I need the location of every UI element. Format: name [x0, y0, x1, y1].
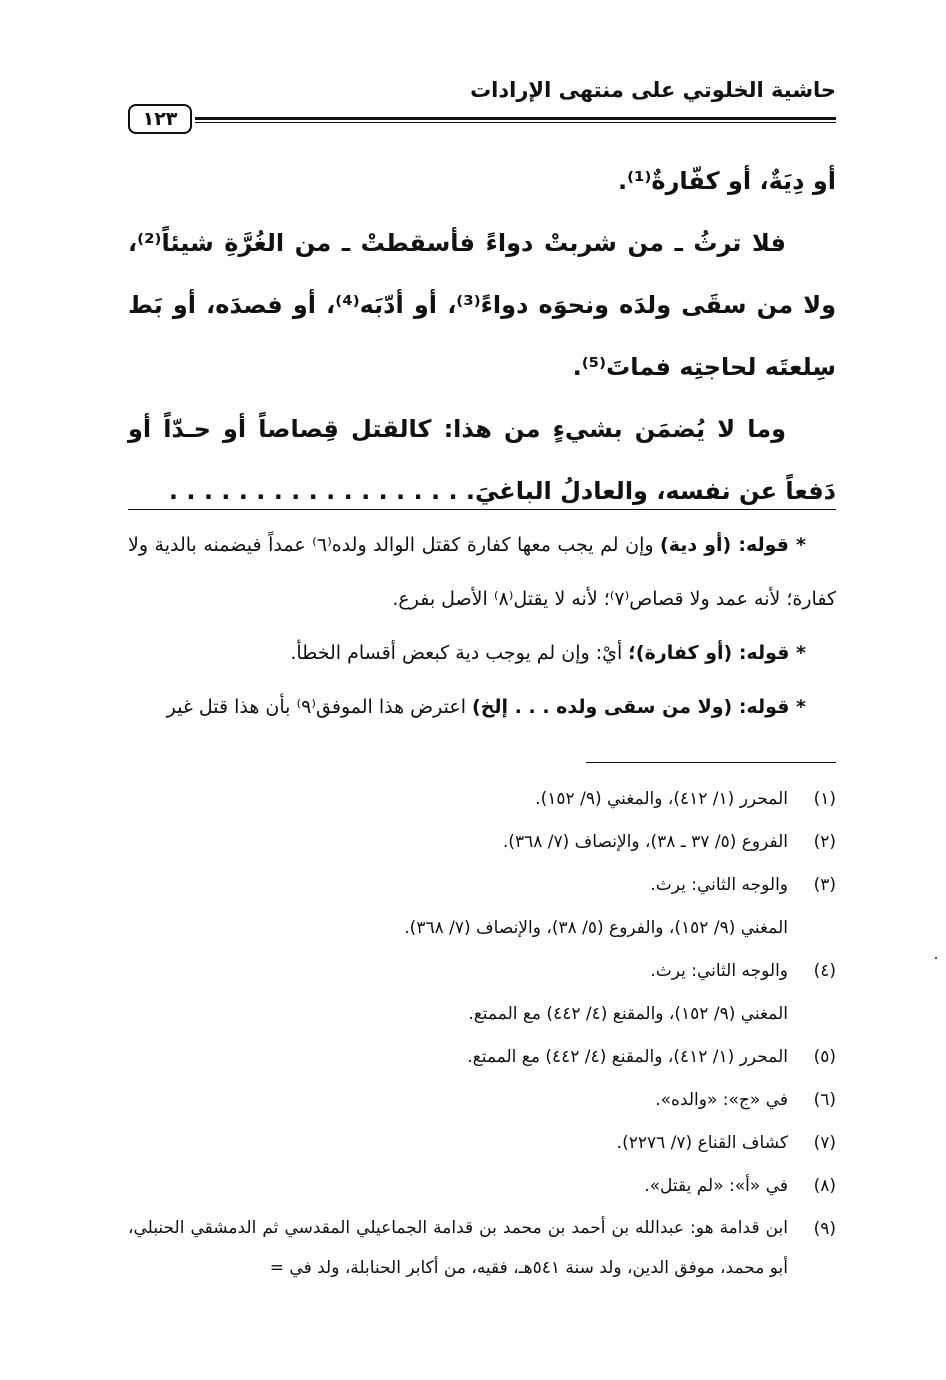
footnote-text: المحرر (١/ ٤١٢)، والمغني (٩/ ١٥٢). — [535, 789, 788, 809]
commentary-text: وإن لم يجب معها كفارة كقتل الوالد ولده⁽٦⁾ عمداً فيضمنه بالدية ولا كفارة؛ لأنه عمد ولا قصاص⁽٧⁾؛ لأنه لا يقتل⁽٨⁾ الأصل بفرع. — [128, 534, 836, 610]
footnote-number: (٤) — [813, 961, 836, 981]
commentary-lead: * قوله: (ولا من سقى ولده . . . إلخ) — [472, 696, 806, 718]
footnote-number: (٩) — [813, 1219, 836, 1239]
main-paragraph-1: أو دِيَةٌ، أو كفّارةٌ⁽¹⁾. — [617, 167, 836, 195]
footnote-text: المحرر (١/ ٤١٢)، والمقنع (٤/ ٤٤٢) مع الممتع. — [467, 1047, 788, 1067]
commentary-paragraph — [128, 680, 836, 734]
footnote — [128, 778, 836, 821]
header-rule-thin — [195, 122, 836, 123]
footnote-text: والوجه الثاني: يرث. — [650, 961, 788, 981]
footnote — [128, 950, 836, 993]
footnote — [128, 821, 836, 864]
margin-mark — [933, 955, 939, 961]
footnote — [128, 1165, 836, 1208]
header-rule — [195, 117, 836, 120]
commentary-lead: * قوله: (أو دية) — [660, 534, 806, 556]
footnote-continuation: المغني (٩/ ١٥٢)، والفروع (٥/ ٣٨)، والإنصاف (٧/ ٣٦٨). — [404, 918, 788, 938]
text-commentary-separator — [128, 509, 836, 510]
commentary-text: أيْ: وإن لم يوجب دية كبعض أقسام الخطأ. — [290, 642, 629, 664]
commentary-paragraph — [128, 518, 836, 626]
page-number: ١٢٣ — [128, 104, 192, 134]
commentary-text: اعترض هذا الموفق⁽٩⁾ بأن هذا قتل غير — [166, 696, 473, 718]
footnote-text: كشاف القناع (٧/ ٢٢٧٦). — [616, 1133, 788, 1153]
running-title: حاشية الخلوتي على منتهى الإرادات — [470, 78, 836, 102]
footnote — [128, 1122, 836, 1165]
footnote-number: (٧) — [813, 1133, 836, 1153]
footnote-text: في «ج»: «والده». — [655, 1090, 788, 1110]
footnote-number: (٥) — [813, 1047, 836, 1067]
footnote — [128, 1208, 836, 1288]
main-paragraph-2: فلا ترثُ ـ من شربتْ دواءً فأسقطتْ ـ من الغُرَّةِ شيئاً⁽²⁾، ولا من سقَى ولدَه ونحوَه دواءً⁽³⁾، أو أدّبَه⁽⁴⁾، أو فصدَه، أو بَط سِلعتَه لحاجتِه فماتَ⁽⁵⁾. — [128, 229, 836, 381]
footnote — [128, 864, 836, 907]
footnotes — [128, 778, 836, 1288]
footnote-text: في «أ»: «لم يقتل». — [644, 1176, 788, 1196]
footnote — [128, 1036, 836, 1079]
footnote-text: والوجه الثاني: يرث. — [650, 875, 788, 895]
footnote-number: (١) — [813, 789, 836, 809]
footnote-text: الفروع (٥/ ٣٧ ـ ٣٨)، والإنصاف (٧/ ٣٦٨). — [502, 832, 788, 852]
footnote-number: (٦) — [813, 1090, 836, 1110]
commentary-lead: * قوله: (أو كفارة)؛ — [628, 642, 806, 664]
footnote-number: (٨) — [813, 1176, 836, 1196]
commentary — [128, 518, 836, 734]
footnote-continuation: المغني (٩/ ١٥٢)، والمقنع (٤/ ٤٤٢) مع الممتع. — [468, 1004, 788, 1024]
main-text — [128, 150, 836, 522]
footnote-number: (٢) — [813, 832, 836, 852]
footnote-text: ابن قدامة هو: عبدالله بن أحمد بن محمد بن قدامة الجماعيلي المقدسي ثم الدمشقي الحنبلي، أبو محمد، موفق الدين، ولد سنة ٥٤١هـ، فقيه، من أكابر الحنابلة، ولد في = — [128, 1218, 788, 1278]
footnote — [128, 1079, 836, 1122]
footnote-rule — [586, 762, 836, 763]
main-paragraph-3: وما لا يُضمَن بشيءٍ من هذا: كالقتل قِصاصاً أو حـدّاً أو دَفعاً عن نفسه، والعادلُ الباغيَ. . . . . . . . . . . . . . . . . . — [128, 415, 836, 505]
commentary-paragraph — [128, 626, 836, 680]
footnote-number: (٣) — [813, 875, 836, 895]
